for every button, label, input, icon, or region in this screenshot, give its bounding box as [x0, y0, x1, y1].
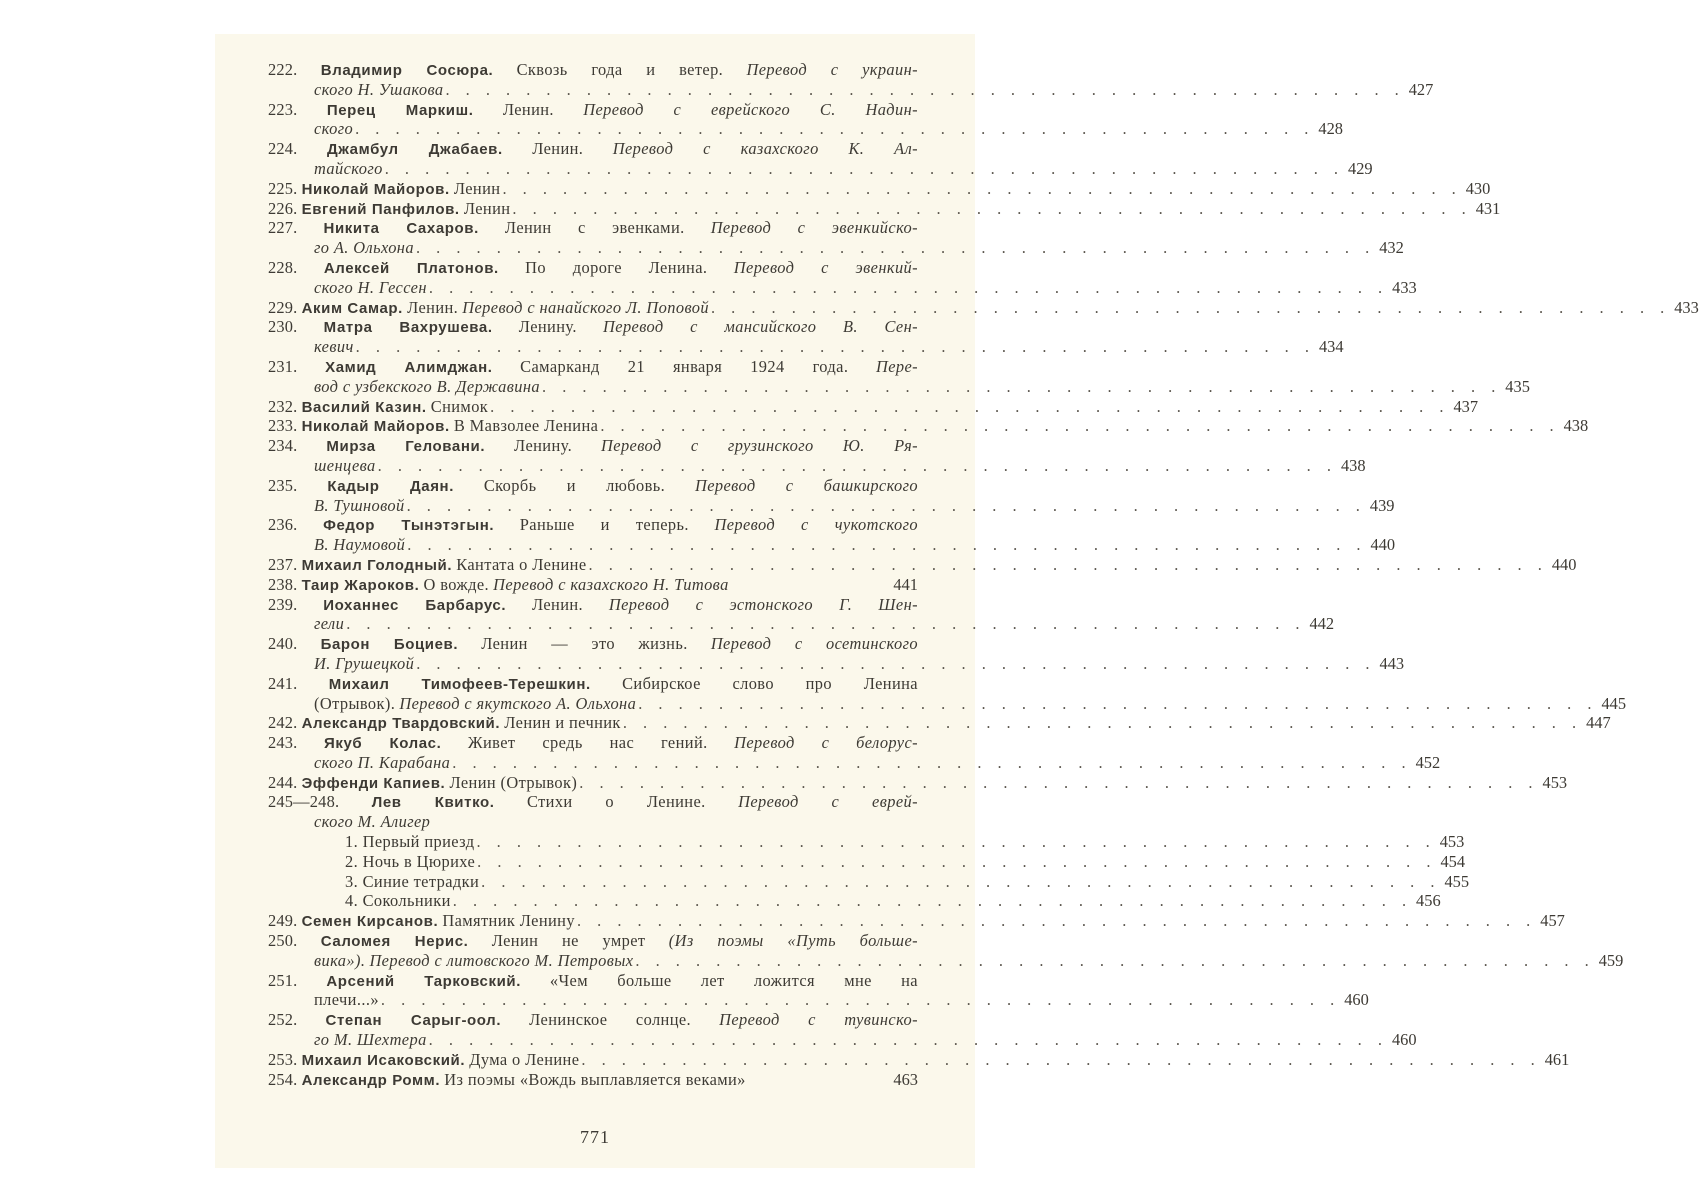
toc-entry: [268, 1010, 1417, 1050]
entry-author: Степан Сарыг-оол.: [325, 1012, 502, 1030]
entry-line: [268, 575, 918, 595]
entry-title: Ленин не умрет: [491, 931, 646, 951]
entry-title: Самарканд 21 января 1924 года.: [520, 356, 849, 376]
leader-dots: . . . . . . . . . . . . . . . . . . . . . . . . . . . . . . . . . . . . . . . . . . . . . . . .: [428, 277, 1389, 297]
leader-dots: . . . . . . . . . . . . . . . . . . . . . . . . . . . . . . . . . . . . . . . . . . . . . . . .: [407, 535, 1367, 555]
entry-title: Стихи о Ленине.: [526, 792, 706, 812]
entry-author: Таир Жароков.: [301, 576, 420, 594]
entry-translation: Перевод с тувинско-: [719, 1010, 918, 1030]
entry-translation-cont: И. Грушецкой: [314, 653, 415, 673]
entry-page: 437: [1453, 396, 1479, 416]
sub-entry: [268, 871, 1470, 892]
entry-translation-cont: го М. Шехтера: [314, 1030, 427, 1050]
leader-dots: . . . . . . . . . . . . . . . . . . . . . . . . . . . . . . . . . . . . . . . . . . . . . . . .: [452, 891, 1413, 911]
entry-line: [268, 100, 918, 120]
entry-translation-cont: ского М. Алигер: [314, 812, 431, 832]
entry-author: Джамбул Джабаев.: [326, 141, 503, 159]
leader-dots: . . . . . . . . . . . . . . . . . . . . . . . . . . . . . . . . . . . . . . . . . . . . . . . .: [384, 158, 1345, 178]
entry-title: По дороге Ленина.: [525, 257, 708, 277]
entry-author: Михаил Голодный.: [301, 556, 453, 574]
leader-dots: . . . . . . . . . . . . . . . . . . . . . . . . . . . . . . . . . . . . . . . . . . . . . . . .: [635, 950, 1595, 970]
entry-page: 433: [1674, 297, 1699, 317]
entry-number: 249.: [268, 911, 298, 931]
entry-author: Михаил Исаковский.: [301, 1051, 466, 1069]
entry-page: 429: [1348, 158, 1373, 178]
entry-translation-cont: Перевод с литовского М. Петровых: [369, 950, 634, 970]
entry-translation: Перевод с украин-: [746, 60, 918, 79]
entry-translation-cont: Перевод с якутского А. Ольхона: [399, 693, 637, 713]
entry-line: [268, 1030, 1417, 1050]
entry-number: 234.: [268, 436, 298, 456]
sub-entry-page: 455: [1444, 871, 1470, 891]
entry-number: 227.: [268, 218, 298, 238]
entry-page: 445: [1601, 693, 1627, 713]
book-page: [215, 34, 1699, 1168]
entry-number: 225.: [268, 178, 298, 198]
toc-entry: [268, 554, 1577, 575]
leader-dots: . . . . . . . . . . . . . . . . . . . . . . . . . . . . . . . . . . . . . . . . . . . . . . . .: [481, 871, 1441, 891]
entry-author: Василий Казин.: [301, 398, 427, 416]
entry-author: Владимир Сосюра.: [320, 62, 494, 79]
toc-entry: [268, 178, 1491, 199]
entry-title: Памятник Ленину: [442, 911, 575, 931]
toc-entry: [268, 436, 1366, 476]
entry-page: 433: [1392, 277, 1417, 297]
leader-dots: . . . . . . . . . . . . . . . . . . . . . . . . . . . . . . . . . . . . . . . . . . . . . . . .: [581, 1049, 1541, 1069]
entry-author: Кадыр Даян.: [327, 477, 454, 495]
entry-author: Аким Самар.: [301, 299, 403, 317]
entry-line: [268, 515, 918, 535]
entry-author: Иоханнес Барбарус.: [323, 596, 507, 614]
entry-line: [268, 792, 918, 812]
entry-translation: (Из поэмы «Путь больше-: [668, 931, 918, 951]
entry-author: Барон Боциев.: [320, 636, 459, 654]
entry-title: Ленину.: [518, 317, 577, 337]
entry-title: Снимок: [430, 396, 489, 416]
toc-entry: [268, 317, 1344, 357]
entry-title: Ленин — это жизнь.: [481, 634, 688, 654]
entry-line: [268, 990, 1369, 1010]
entry-title: Ленинское солнце.: [529, 1010, 692, 1030]
entry-line: [268, 119, 1343, 139]
entry-translation-cont: ского: [314, 119, 354, 139]
entry-number: 252.: [268, 1010, 298, 1030]
toc-entry: [268, 515, 1396, 555]
entry-page: 428: [1318, 119, 1343, 139]
toc-entry: [268, 673, 1627, 714]
entry-translation: Перевод с осетинского: [710, 634, 918, 654]
leader-dots: . . . . . . . . . . . . . . . . . . . . . . . . . . . . . . . . . . . . . . . . . . . . . . . .: [415, 238, 1376, 258]
entry-number: 245—248.: [268, 792, 340, 812]
entry-page: 438: [1563, 416, 1589, 436]
entry-translation-cont: ского П. Карабана: [314, 752, 451, 772]
toc-entry: [268, 772, 1568, 793]
sub-entry: [268, 851, 1466, 872]
entry-number: 232.: [268, 396, 298, 416]
entry-translation: Перевод с эвенкийско-: [710, 218, 918, 238]
entry-title: В Мавзолее Ленина: [453, 416, 599, 436]
entry-line: [268, 693, 1627, 714]
sub-entry-title: 4. Сокольники: [345, 891, 451, 911]
entry-page: 453: [1542, 772, 1568, 792]
leader-dots: . . . . . . . . . . . . . . . . . . . . . . . . . . . . . . . . . . . . . . . . . . . . . . . .: [490, 396, 1450, 416]
entry-title: Ленин: [453, 178, 501, 198]
entry-author: Семен Кирсанов.: [301, 913, 439, 931]
entry-line: [268, 297, 1699, 318]
entry-page: 452: [1415, 752, 1441, 772]
sub-entry-page: 456: [1416, 891, 1441, 911]
entry-author: Александр Твардовский.: [301, 715, 501, 733]
entry-translation: Перевод с эстонского Г. Шен-: [608, 594, 918, 614]
entry-translation: Перевод с еврей-: [738, 792, 918, 812]
entry-author: Перец Маркиш.: [326, 101, 474, 119]
entry-translation-cont: В. Тушновой: [314, 495, 405, 515]
entry-line: [268, 436, 918, 456]
toc-entry: [268, 139, 1373, 179]
entry-author: Николай Майоров.: [301, 180, 450, 198]
entry-line: [268, 1010, 918, 1030]
leader-dots: . . . . . . . . . . . . . . . . . . . . . . . . . . . . . . . . . . . . . . . . . . . . . . . .: [380, 990, 1341, 1010]
entry-page: 447: [1586, 713, 1611, 733]
entry-title: «Чем больше лет ложится мне на: [549, 970, 918, 990]
entry-title: Ленин и печник: [504, 713, 621, 733]
entry-number: 236.: [268, 515, 298, 535]
entry-page: 427: [1408, 79, 1434, 99]
entry-line: [268, 752, 1441, 773]
entry-line: [268, 634, 918, 654]
leader-dots: . . . . . . . . . . . . . . . . . . . . . . . . . . . . . . . . . . . . . . . . . . . . . . . .: [638, 693, 1598, 713]
entry-line: [268, 258, 918, 278]
entry-title-cont: плечи...»: [314, 990, 379, 1010]
entry-number: 239.: [268, 594, 298, 614]
entry-translation: Перевод с белорус-: [734, 733, 919, 753]
leader-dots: . . . . . . . . . . . . . . . . . . . . . . . . . . . . . . . . . . . . . . . . . . . . . . . .: [452, 752, 1412, 772]
entry-title: Дума о Ленине: [469, 1049, 580, 1069]
entry-page: 431: [1475, 198, 1501, 218]
entry-number: 231.: [268, 356, 298, 376]
sub-entry-title: 2. Ночь в Цюрихе: [345, 851, 476, 871]
entry-line: [268, 337, 1344, 357]
entry-author: Матра Вахрушева.: [323, 319, 493, 337]
entry-page: 443: [1379, 653, 1405, 673]
entry-author: Евгений Панфилов.: [301, 200, 460, 218]
entry-number: 223.: [268, 99, 298, 119]
leader-dots: . . . . . . . . . . . . . . . . . . . . . . . . . . . . . . . . . . . . . . . . . . . . . . . .: [600, 416, 1560, 436]
toc-entry: [268, 931, 1624, 971]
entry-translation: Перевод с грузинского Ю. Ря-: [601, 436, 918, 456]
entry-title: Ленин: [463, 198, 511, 218]
entry-line: [268, 495, 1395, 516]
entry-line: [268, 614, 1335, 634]
entry-number: 244.: [268, 772, 298, 792]
entry-line: [268, 396, 1479, 417]
entry-author: Николай Майоров.: [301, 418, 450, 436]
toc-entry: [268, 198, 1501, 219]
entry-number: 233.: [268, 416, 298, 436]
entry-page: 435: [1505, 376, 1530, 396]
entry-author: Алексей Платонов.: [323, 259, 499, 277]
entry-page: 460: [1344, 990, 1369, 1010]
entry-translation: Перевод с нанайского Л. Поповой: [462, 297, 709, 317]
entry-title: Сквозь года и ветер.: [516, 60, 724, 79]
entry-author: Федор Тынэтэгын.: [323, 517, 495, 535]
entry-title: Сибирское слово про Ленина: [622, 673, 918, 693]
entry-translation-cont: го А. Ольхона: [314, 238, 414, 258]
entry-line: [268, 416, 1589, 436]
entry-author: Саломея Нерис.: [320, 933, 469, 951]
entry-number: 253.: [268, 1049, 298, 1069]
entry-author: Мирза Геловани.: [326, 438, 486, 456]
sub-entry-title: 3. Синие тетрадки: [345, 871, 480, 891]
entry-author: Эффенди Капиев.: [301, 774, 446, 792]
entry-number: 250.: [268, 931, 298, 951]
entry-translation-cont: ского Н. Ушакова: [314, 79, 444, 99]
entry-title: Скорбь и любовь.: [483, 475, 666, 495]
entry-line: [268, 971, 918, 991]
leader-dots: . . . . . . . . . . . . . . . . . . . . . . . . . . . . . . . . . . . . . . . . . . . . . . . .: [355, 337, 1315, 357]
toc-entry: [268, 713, 1611, 733]
entry-translation: Перевод с эвенкий-: [733, 257, 918, 277]
entry-page: 441: [893, 574, 918, 594]
entry-translation-cont: вод с узбекского В. Державина: [314, 376, 541, 396]
entry-line: [268, 218, 918, 238]
entry-line: [268, 60, 918, 80]
entry-translation-cont: тайского: [314, 158, 383, 178]
toc-entry: [268, 257, 1417, 298]
sub-entry: [268, 891, 1441, 911]
entry-page: 430: [1465, 178, 1491, 198]
entry-author: Арсений Тарковский.: [326, 972, 521, 990]
toc-entry: [268, 733, 1441, 773]
entry-author: Александр Ромм.: [301, 1071, 441, 1089]
toc-entry: [268, 99, 1343, 140]
leader-dots: . . . . . . . . . . . . . . . . . . . . . . . . . . . . . . . . . . . . . . . . . . . . . . . .: [476, 832, 1436, 852]
toc-entry: [268, 416, 1589, 436]
toc-entry: [268, 1070, 918, 1090]
entry-author: Никита Сахаров.: [323, 220, 479, 238]
toc-entry: [268, 60, 1434, 100]
entry-line: [268, 812, 918, 832]
toc-entry: [268, 970, 1369, 1011]
entry-author: Лев Квитко.: [371, 794, 495, 812]
entry-author: Хамид Алимджан.: [325, 358, 493, 376]
entry-translation: Перевод с еврейского С. Надин-: [583, 99, 918, 119]
entry-line: [268, 357, 918, 377]
entry-number: 241.: [268, 673, 298, 693]
leader-dots: . . . . . . . . . . . . . . . . . . . . . . . . . . . . . . . . . . . . . . . . . . . . . . . .: [502, 178, 1462, 198]
entry-page: 463: [893, 1069, 918, 1089]
entry-number: 224.: [268, 139, 298, 159]
toc-entry: [268, 396, 1479, 417]
entry-translation-cont: В. Наумовой: [314, 535, 406, 555]
entry-line: [268, 554, 1577, 575]
entry-title: Ленин с эвенками.: [504, 218, 685, 238]
entry-line: [268, 931, 918, 951]
entry-translation-cont: шенцева: [314, 455, 376, 475]
toc-entry: [268, 1049, 1570, 1070]
entry-line: [268, 772, 1568, 793]
leader-dots: . . . . . . . . . . . . . . . . . . . . . . . . . . . . . . . . . . . . . . . . . . . . . . . .: [542, 376, 1502, 396]
entry-translation: Перевод с башкирского: [694, 475, 919, 495]
entry-number: 251.: [268, 970, 298, 990]
entry-number: 228.: [268, 257, 298, 277]
toc-entry: [268, 297, 1699, 318]
entry-title: Ленин.: [532, 139, 584, 159]
entry-page: 461: [1544, 1049, 1570, 1069]
page-number: 771: [580, 1127, 610, 1147]
entry-page: 459: [1598, 950, 1624, 970]
entry-translation: Перевод с казахского К. Ал-: [612, 139, 918, 159]
leader-dots: . . . . . . . . . . . . . . . . . . . . . . . . . . . . . . . . . . . . . . . . . . . . . . . .: [622, 713, 1583, 733]
entry-translation: Пере-: [875, 356, 918, 376]
entry-number: 229.: [268, 297, 298, 317]
entry-number: 237.: [268, 554, 298, 574]
entry-translation-cont: гели: [314, 614, 345, 634]
entry-line: [268, 950, 1624, 971]
entry-number: 238.: [268, 574, 298, 594]
entry-translation-cont: кевич: [314, 337, 354, 357]
entry-page: 432: [1379, 238, 1404, 258]
entry-line: [268, 535, 1396, 555]
leader-dots: . . . . . . . . . . . . . . . . . . . . . . . . . . . . . . . . . . . . . . . . . . . . . . . .: [428, 1030, 1388, 1050]
sub-entry-page: 454: [1440, 851, 1466, 871]
entry-line: [268, 733, 918, 753]
entry-author: Михаил Тимофеев-Терешкин.: [328, 675, 591, 693]
entry-line: [268, 317, 918, 337]
entry-line: [268, 674, 918, 694]
entry-translation: Перевод с мансийского В. Сен-: [603, 317, 918, 337]
toc-entry: [268, 634, 1405, 674]
entry-number: 230.: [268, 317, 298, 337]
entry-page: 439: [1369, 495, 1395, 515]
entry-page: 440: [1551, 554, 1577, 574]
sub-entry-title: 1. Первый приезд: [345, 832, 475, 852]
entry-page: 438: [1340, 455, 1366, 475]
toc-entry: [268, 594, 1335, 635]
entry-translation: Перевод с казахского Н. Титова: [493, 574, 729, 594]
leader-dots: . . . . . . . . . . . . . . . . . . . . . . . . . . . . . . . . . . . . . . . . . . . . . . . .: [579, 772, 1539, 792]
sub-entry: [268, 832, 1465, 852]
entry-line: [268, 595, 918, 615]
leader-dots: . . . . . . . . . . . . . . . . . . . . . . . . . . . . . . . . . . . . . . . . . . . . . . . .: [406, 495, 1366, 515]
entry-author: Якуб Колас.: [324, 735, 442, 753]
toc-entry: [268, 911, 1565, 931]
entry-line: [268, 139, 918, 159]
entry-title: Ленин.: [407, 297, 459, 317]
toc-entry: [268, 792, 1470, 911]
leader-dots: . . . . . . . . . . . . . . . . . . . . . . . . . . . . . . . . . . . . . . . . . . . . . . . .: [355, 119, 1315, 139]
entry-title: Живет средь нас гений.: [467, 733, 708, 753]
entry-line: [268, 653, 1405, 674]
entry-number: 222.: [268, 60, 298, 79]
entry-line: [268, 1049, 1570, 1070]
toc-entry: [268, 475, 1395, 516]
entry-line: [268, 713, 1611, 733]
entry-number: 226.: [268, 198, 298, 218]
toc-entry: [268, 218, 1404, 258]
entry-line: [268, 277, 1417, 298]
entry-number: 243.: [268, 733, 298, 753]
table-of-contents: [268, 60, 1699, 1089]
leader-dots: . . . . . . . . . . . . . . . . . . . . . . . . . . . . . . . . . . . . . . . . . . . . . . . .: [588, 554, 1548, 574]
entry-title: О вожде.: [423, 574, 490, 594]
entry-title: Раньше и теперь.: [519, 515, 689, 535]
entry-line: [268, 178, 1491, 199]
entry-title: Кантата о Ленине: [456, 554, 587, 574]
toc-entry: [268, 356, 1530, 397]
entry-number: 235.: [268, 475, 298, 495]
leader-dots: . . . . . . . . . . . . . . . . . . . . . . . . . . . . . . . . . . . . . . . . . . . . . . . .: [346, 614, 1306, 634]
entry-line: [268, 476, 918, 496]
entry-page: 460: [1391, 1030, 1417, 1050]
toc-entry: [268, 575, 918, 595]
entry-number: 242.: [268, 713, 298, 733]
entry-page: 440: [1370, 535, 1396, 555]
entry-translation: Перевод с чукотского: [714, 515, 918, 535]
entry-title: Ленин.: [531, 594, 584, 614]
entry-line: [268, 1070, 918, 1090]
leader-dots: . . . . . . . . . . . . . . . . . . . . . . . . . . . . . . . . . . . . . . . . . . . . . . . .: [377, 455, 1337, 475]
entry-line: [268, 238, 1404, 258]
leader-dots: . . . . . . . . . . . . . . . . . . . . . . . . . . . . . . . . . . . . . . . . . . . . . . . .: [576, 911, 1537, 931]
entry-title: Ленин (Отрывок): [449, 772, 578, 792]
entry-translation-cont: ского Н. Гессен: [314, 277, 427, 297]
leader-dots: . . . . . . . . . . . . . . . . . . . . . . . . . . . . . . . . . . . . . . . . . . . . . . . .: [416, 653, 1376, 673]
entry-translation-cont: вика»).: [314, 950, 366, 970]
entry-line: [268, 79, 1434, 100]
entry-number: 240.: [268, 634, 298, 654]
entry-page: 434: [1318, 337, 1344, 357]
entry-title: Ленину.: [514, 436, 573, 456]
entry-line: [268, 911, 1565, 931]
leader-dots: . . . . . . . . . . . . . . . . . . . . . . . . . . . . . . . . . . . . . . . . . . . . . . . .: [710, 297, 1671, 317]
entry-line: [268, 198, 1501, 219]
entry-title: Из поэмы «Вождь выплавляется веками»: [444, 1069, 746, 1089]
entry-title-cont: (Отрывок).: [314, 693, 396, 713]
entry-line: [268, 376, 1530, 397]
leader-dots: . . . . . . . . . . . . . . . . . . . . . . . . . . . . . . . . . . . . . . . . . . . . . . . .: [477, 851, 1437, 871]
entry-line: [268, 158, 1373, 179]
leader-dots: . . . . . . . . . . . . . . . . . . . . . . . . . . . . . . . . . . . . . . . . . . . . . . . .: [512, 198, 1472, 218]
entry-number: 254.: [268, 1069, 298, 1089]
entry-title: Ленин.: [502, 99, 554, 119]
entry-line: [268, 455, 1366, 476]
sub-entry-page: 453: [1439, 832, 1465, 852]
leader-dots: . . . . . . . . . . . . . . . . . . . . . . . . . . . . . . . . . . . . . . . . . . . . . . . .: [445, 79, 1405, 99]
entry-page: 442: [1309, 614, 1335, 634]
entry-page: 457: [1540, 911, 1565, 931]
